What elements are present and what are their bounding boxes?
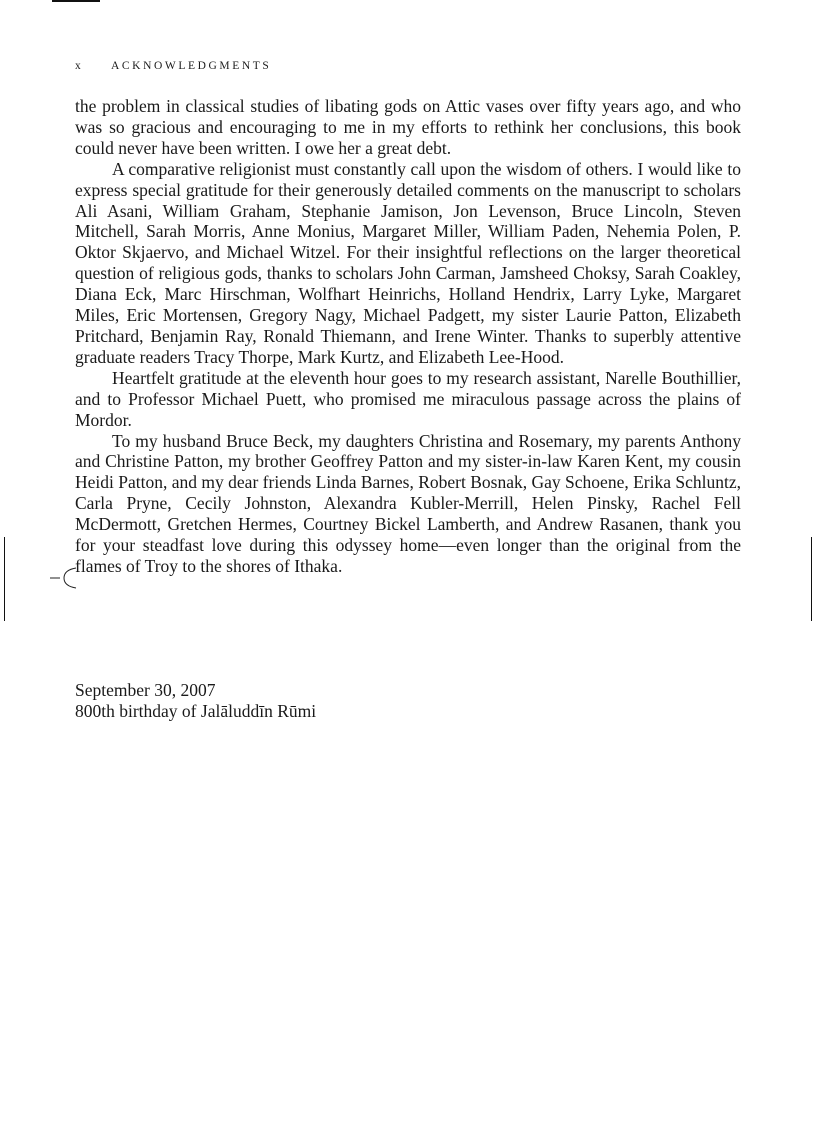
signoff <box>75 680 316 722</box>
paragraph-research-assistant: Heartfelt gratitude at the eleventh hour goes to my research assistant, Narelle Bouthillier, and to Professor Michael Puett, who promised me miraculous passage across the plains of Mordor. <box>75 367 741 430</box>
body-text <box>75 96 741 577</box>
signoff-date: September 30, 2007 <box>75 680 216 700</box>
crop-mark-top <box>52 0 100 2</box>
section-title: ACKNOWLEDGMENTS <box>111 60 272 72</box>
signoff-occasion: 800th birthday of Jalāluddīn Rūmi <box>75 701 317 721</box>
crop-mark-right <box>811 537 812 621</box>
page-number: x <box>75 60 84 72</box>
paragraph-continuation: the problem in classical studies of libating gods on Attic vases over fifty years ago, and who was so gracious and encouraging to me in my efforts to rethink her conclusions, this book could never have been written. I owe her a great debt. <box>75 96 741 158</box>
paragraph-family: To my husband Bruce Beck, my daughters Christina and Rosemary, my parents Anthony and Christine Patton, my brother Geoffrey Patton and my sister-in-law Karen Kent, my cousin Heidi Patton, and my dear friends Linda Barnes, Robert Bosnak, Gay Schoene, Erika Schluntz, Carla Pryne, Cecily Johnston, Alexandra Kubler-Merrill, Helen Pinsky, Rachel Fell McDermott, Gretchen Hermes, Courtney Bickel Lamberth, and Andrew Rasanen, thank you for your steadfast love during this odyssey home—even longer than the original from the flames of Troy to the shores of Ithaka. <box>75 430 741 576</box>
crop-mark-left <box>4 537 5 621</box>
running-head <box>75 60 271 72</box>
paragraph-scholars: A comparative religionist must constantly call upon the wisdom of others. I would like to express special gratitude for their generously detailed comments on the manuscript to scholars Ali Asani, William Graham, Stephanie Jamison, Jon Levenson, Bruce Lincoln, Steven Mitchell, Sarah Morris, Anne Monius, Margaret Miller, William Paden, Nehemia Polen, P. Oktor Skjaervo, and Michael Witzel. For their insightful reflections on the larger theoretical question of religious gods, thanks to scholars John Carman, Jamsheed Choksy, Sarah Coakley, Diana Eck, Marc Hirschman, Wolfhart Heinrichs, Holland Hendrix, Larry Lyke, Margaret Miles, Eric Mortensen, Gregory Nagy, Michael Padgett, my sister Laurie Patton, Elizabeth Pritchard, Benjamin Ray, Ronald Thiemann, and Irene Winter. Thanks to superbly attentive graduate readers Tracy Thorpe, Mark Kurtz, and Elizabeth Lee-Hood. <box>75 158 741 367</box>
